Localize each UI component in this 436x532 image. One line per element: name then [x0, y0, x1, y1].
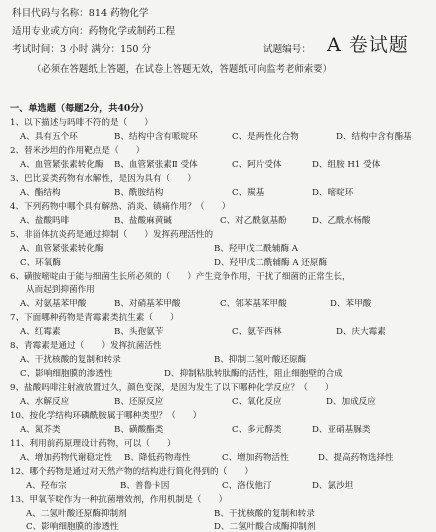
- option: D、亚硝基脲类: [312, 425, 371, 435]
- question-text: 5、非甾体抗炎药是通过抑制（ ）发挥药理活性的: [10, 230, 214, 240]
- question-text: 7、下面哪种药物是青霉素类抗生素（ ）: [10, 313, 179, 323]
- section-heading: 一、单选题（每题2分，共40分）: [10, 103, 149, 114]
- option: B、对硝基苯甲酸: [114, 299, 181, 309]
- option: C、环氧酶: [20, 258, 61, 268]
- option: B、抑制二氢叶酸还原酶: [214, 355, 307, 365]
- option: D、羟甲戊二酰辅酶 A 还原酶: [214, 258, 328, 268]
- option: B、还原反应: [114, 397, 164, 407]
- question-text: 1、以下描述与吗啡不符的是（ ）: [10, 118, 153, 128]
- option: A、对氨基苯甲酸: [20, 299, 87, 309]
- option: D、加成反应: [326, 397, 376, 407]
- option: D、氯沙坦: [312, 481, 354, 491]
- question-text: 10、按化学结构环磷酰胺属于哪种类型？（ ）: [10, 411, 202, 421]
- paper-title: A 卷试题: [327, 34, 409, 56]
- option: C、阿片受体: [232, 160, 282, 170]
- option: B、磺酸酯类: [114, 425, 164, 435]
- major-line: 适用专业或方向：药物化学或制药工程: [12, 26, 176, 37]
- option: C、氧化反应: [232, 397, 282, 407]
- option: D、庆大霉素: [336, 327, 386, 337]
- option: C、是两性化合物: [232, 132, 299, 142]
- option: D、抑制粘肽转肽酶的活性，阻止细胞壁的合成: [164, 369, 343, 379]
- question-text: 13、甲氧苄啶作为一种抗菌增效剂，作用机制是（ ）: [10, 495, 228, 505]
- option: D、嘧啶环: [312, 188, 354, 198]
- question-text-continued: 从而起到抑菌作用: [26, 285, 95, 295]
- option: A、酯结构: [20, 188, 61, 198]
- option: A、羟布宗: [26, 481, 67, 491]
- option: B、结构中含有哌啶环: [114, 132, 198, 142]
- question-text: 3、巴比妥类药物有水解性，是因为具有（ ）: [10, 174, 196, 184]
- option: B、羟甲戊二酰辅酶 A: [214, 244, 299, 254]
- option: A、氮芥类: [20, 425, 61, 435]
- option: A、增加药物代谢稳定性: [20, 453, 113, 463]
- option: D、乙酰水杨酸: [312, 216, 371, 226]
- option: D、组胺 H1 受体: [312, 160, 381, 170]
- question-text: 12、哪个药物是通过对天然产物的结构进行简化得到的（ ）: [10, 467, 253, 477]
- option: D、提高药物选择性: [318, 453, 394, 463]
- option: A、二氢叶酸还原酶抑制剂: [26, 509, 127, 519]
- question-text: 11、利用前药原理设计药物，可以（ ）: [10, 439, 176, 449]
- option: B、干扰核酸的复制和转录: [214, 509, 315, 519]
- option: C、氨苄西林: [232, 327, 282, 337]
- option: A、干扰核酸的复制和转录: [20, 355, 121, 365]
- option: A、具有五个环: [20, 132, 78, 142]
- option: A、血管紧张素转化酶: [20, 160, 104, 170]
- option: C、影响细胞膜的渗透性: [20, 369, 113, 379]
- option: D、结构中含有酯基: [336, 132, 412, 142]
- option: A、盐酸吗啡: [20, 216, 70, 226]
- option: C、影响细胞膜的渗透性: [26, 522, 119, 532]
- option: B、血管紧张素Ⅱ 受体: [114, 160, 198, 170]
- option: A、红霉素: [20, 327, 61, 337]
- exam-time-line: 考试时间：3 小时 满分：150 分: [12, 44, 152, 55]
- question-text: 4、下列药物中哪个具有解热、消炎、镇痛作用？（ ）: [10, 202, 231, 212]
- option: B、盐酸麻黄碱: [114, 216, 172, 226]
- option: B、降低药物毒性: [124, 453, 191, 463]
- question-text: 6、磺胺嘧啶由于能与细菌生长所必须的（ ）产生竞争作用，干扰了细菌的正常生长，: [10, 272, 351, 282]
- question-text: 2、替米沙坦的作用靶点是（ ）: [10, 146, 145, 156]
- option: C、增加药物活性: [222, 453, 289, 463]
- option: B、头孢氨苄: [114, 327, 164, 337]
- option: C、多元醇类: [232, 425, 282, 435]
- option: B、普鲁卡因: [120, 481, 170, 491]
- option: B、酰胺结构: [114, 188, 164, 198]
- option: D、二氢叶酸合成酶抑制剂: [214, 522, 316, 532]
- option: A、血管紧张素转化酶: [20, 244, 104, 254]
- question-text: 8、青霉素是通过（ ）发挥抗菌活性: [10, 341, 162, 351]
- option: A、水解反应: [20, 397, 70, 407]
- answer-notice: （必须在答题纸上答题，在试卷上答题无效，答题纸可向监考老师索要）: [32, 64, 333, 75]
- option: C、羰基: [232, 188, 265, 198]
- subject-code-line: 科目代码与名称：814 药物化学: [12, 8, 149, 19]
- option: C、洛伐他汀: [222, 481, 272, 491]
- question-text: 9、盐酸吗啡注射液放置过久，颜色变深，是因为发生了以下哪种化学反应？（ ）: [10, 383, 334, 393]
- option: C、对乙酰氨基酚: [220, 216, 287, 226]
- option: C、邻苯基苯甲酸: [220, 299, 287, 309]
- option: D、苯甲酸: [330, 299, 372, 309]
- exam-number-label: 试题编号：: [263, 44, 311, 55]
